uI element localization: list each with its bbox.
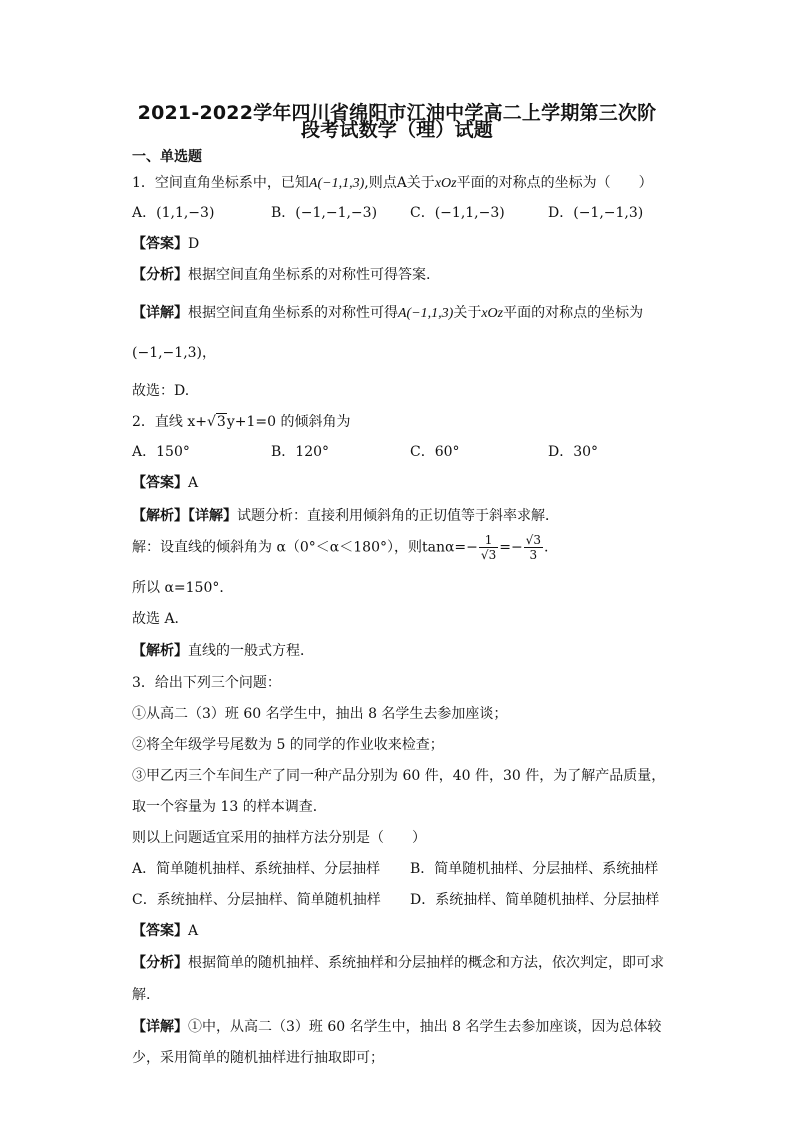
q2-option-c: C．60° (410, 444, 460, 460)
sqrt-symbol: √3 (206, 414, 226, 430)
q1-conclusion: 故选：D. (132, 383, 190, 399)
q1-stem: 1．空间直角坐标系中，已知A(−1,1,3),则点A关于xOz平面的对称点的坐标为（ ） (132, 175, 653, 191)
q3-option-b: B．简单随机抽样、分层抽样、系统抽样 (410, 861, 659, 877)
q3-item-3a: ③甲乙丙三个车间生产了同一种产品分别为 60 件，40 件，30 件，为了解产品质量， (132, 768, 666, 784)
q2-option-b: B．120° (271, 444, 330, 460)
q3-stem: 3．给出下列三个问题： (132, 675, 281, 691)
q2-jiexi: 【解析】【详解】试题分析：直接利用倾斜角的正切值等于斜率求解． (132, 508, 559, 524)
q1-detail: 【详解】根据空间直角坐标系的对称性可得A(−1,1,3)关于xOz平面的对称点的坐标为 (132, 305, 644, 321)
q1-option-b: B．(−1,−1,−3) (271, 205, 378, 221)
q1-answer: 【答案】D (132, 236, 200, 252)
q3-detail: 【详解】①中，从高二（3）班 60 名学生中，抽出 8 名学生去参加座谈，因为总体较 (132, 1019, 662, 1035)
q3-item-2: ②将全年级学号尾数为 5 的同学的作业收来检查； (132, 737, 444, 753)
q1-detail-result: (−1,−1,3)， (132, 345, 217, 361)
q1-option-c: C．(−1,1,−3) (410, 205, 505, 221)
q3-answer: 【答案】A (132, 923, 199, 939)
document-title-line2: 段考试数学（理）试题 (300, 119, 493, 141)
q1-option-d: D．(−1,−1,3) (548, 205, 644, 221)
q3-option-d: D．系统抽样、简单随机抽样、分层抽样 (410, 892, 660, 908)
q2-stem: 2．直线 x+√3y+1=0 的倾斜角为 (132, 414, 351, 430)
q3-analysis-cont: 解. (132, 987, 151, 1003)
q2-kaodian: 【解析】直线的一般式方程． (132, 643, 314, 659)
q3-item-3b: 取一个容量为 13 的样本调查． (132, 799, 327, 815)
q1-analysis: 【分析】根据空间直角坐标系的对称性可得答案. (132, 267, 431, 283)
q1-option-a: A．(1,1,−3) (132, 205, 215, 221)
q2-answer: 【答案】A (132, 475, 199, 491)
q3-analysis: 【分析】根据简单的随机抽样、系统抽样和分层抽样的概念和方法，依次判定，即可求 (132, 955, 664, 971)
q2-so: 所以 α=150°． (132, 580, 234, 596)
q3-option-c: C．系统抽样、分层抽样、简单随机抽样 (132, 892, 381, 908)
fraction-2: $\frac{√3}{3}$ (525, 533, 541, 562)
q2-option-a: A．150° (132, 444, 190, 460)
q2-conclusion: 故选 A． (132, 611, 189, 627)
section-heading: 一、单选题 (132, 149, 202, 165)
q3-item-1: ①从高二（3）班 60 名学生中，抽出 8 名学生去参加座谈； (132, 706, 508, 722)
fraction-1: $\frac{1}{√3}$ (480, 533, 497, 562)
q2-solution: 解：设直线的倾斜角为 α（0°＜α＜180°），则tanα=− $\frac{1}{√3}$ =− $\frac{√3}{3}$ . (132, 533, 549, 562)
q2-option-d: D．30° (548, 444, 599, 460)
q3-detail-cont: 少，采用简单的随机抽样进行抽取即可； (132, 1050, 384, 1066)
document-title-line1: 2021-2022学年四川省绵阳市江油中学高二上学期第三次阶 (137, 102, 657, 124)
q3-ask: 则以上问题适宜采用的抽样方法分别是（ ） (132, 830, 426, 846)
q3-option-a: A．简单随机抽样、系统抽样、分层抽样 (132, 861, 381, 877)
